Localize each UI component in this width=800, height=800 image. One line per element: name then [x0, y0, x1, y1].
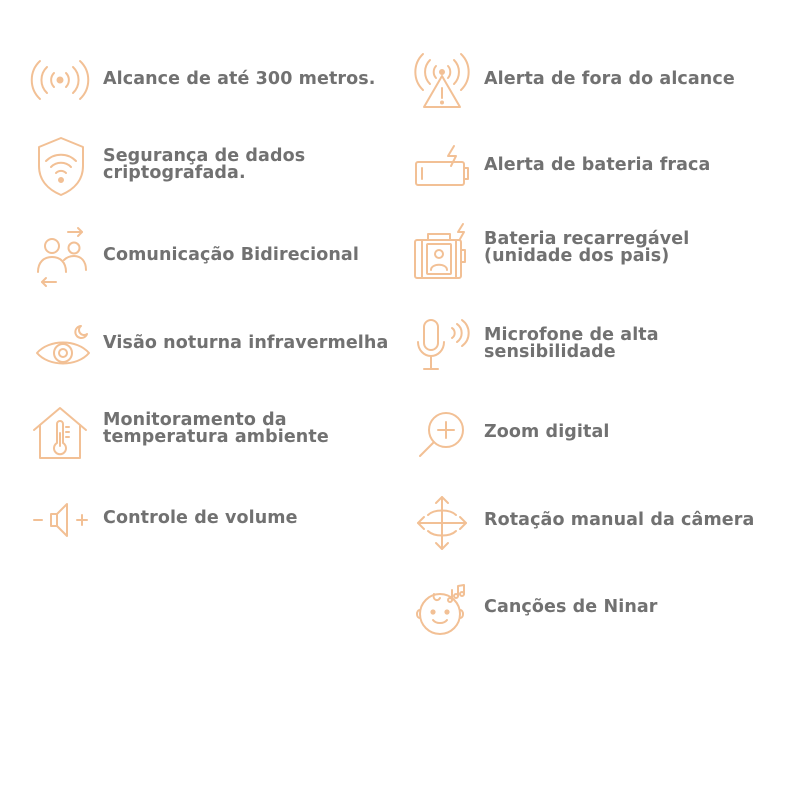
feature-label: [103, 247, 359, 264]
feature-label-line: Bateria recarregável: [484, 229, 690, 249]
low-battery-icon: [412, 142, 472, 202]
feature-label-line: temperatura ambiente: [103, 427, 329, 447]
two-way-users-icon: [34, 226, 94, 286]
feature-label: [484, 231, 689, 265]
feature-label: [484, 71, 735, 88]
feature-label-line: sensibilidade: [484, 342, 616, 362]
baby-lullaby-icon: [412, 580, 472, 640]
out-of-range-alert-icon: [412, 50, 472, 110]
wifi-shield-icon: [31, 136, 91, 196]
feature-label: [103, 510, 298, 527]
feature-label-line: criptografada.: [103, 163, 246, 183]
feature-label-line: Rotação manual da câmera: [484, 510, 755, 530]
feature-label-line: Visão noturna infravermelha: [103, 333, 389, 353]
volume-control-icon: [31, 490, 91, 550]
feature-label-line: Microfone de alta: [484, 325, 659, 345]
feature-label-line: Alerta de fora do alcance: [484, 69, 735, 89]
feature-label: [103, 412, 329, 446]
feature-label-line: Controle de volume: [103, 508, 298, 528]
signal-range-icon: [30, 50, 90, 110]
feature-label-line: (unidade dos pais): [484, 246, 670, 266]
feature-label: [484, 157, 710, 174]
feature-label: [103, 71, 376, 88]
home-thermometer-icon: [30, 404, 90, 464]
feature-label: [484, 424, 610, 441]
feature-label-line: Comunicação Bidirecional: [103, 245, 359, 265]
night-vision-eye-icon: [33, 320, 93, 380]
feature-label: [484, 599, 658, 616]
feature-label-line: Alerta de bateria fraca: [484, 155, 711, 175]
feature-label: [103, 335, 388, 352]
rechargeable-battery-icon: [412, 222, 472, 282]
feature-label-line: Canções de Ninar: [484, 597, 658, 617]
feature-label: [103, 148, 305, 182]
camera-rotation-icon: [412, 493, 472, 553]
feature-label-line: Segurança de dados: [103, 146, 306, 166]
zoom-in-icon: [412, 402, 472, 462]
feature-label-line: Monitoramento da: [103, 410, 287, 430]
microphone-icon: [412, 316, 472, 376]
feature-label: [484, 512, 754, 529]
feature-label-line: Zoom digital: [484, 422, 610, 442]
feature-label: [484, 327, 659, 361]
feature-label-line: Alcance de até 300 metros.: [103, 69, 376, 89]
